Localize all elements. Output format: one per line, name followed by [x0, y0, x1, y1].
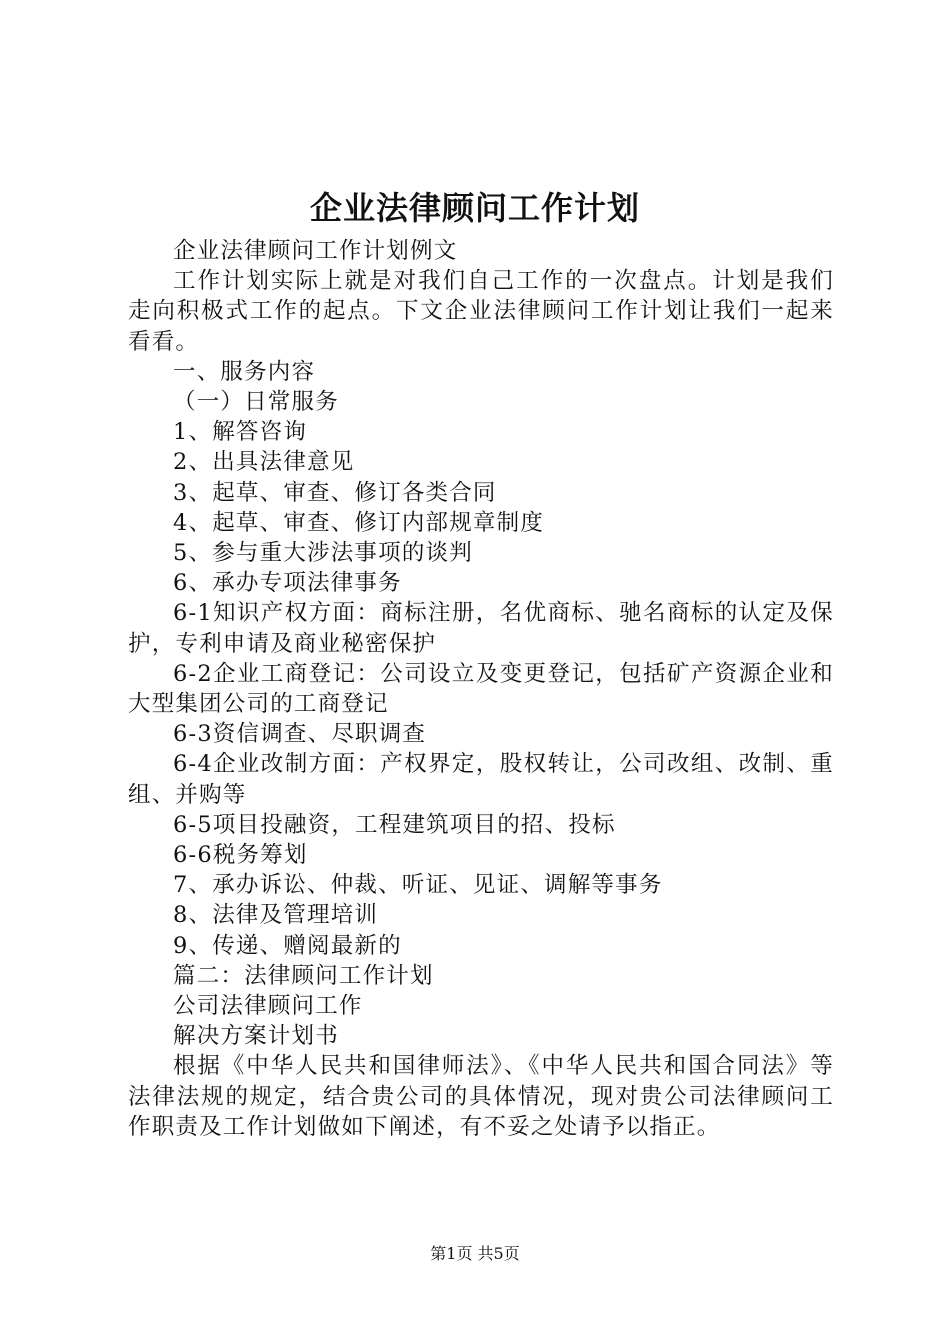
- paragraph-subtitle: 公司法律顾问工作: [173, 993, 363, 1020]
- paragraph-body: 根据《中华人民共和国律师法》、《中华人民共和国合同法》等法律法规的规定，结合贵公司的具体情况，现对贵公司法律顾问工作职责及工作计划做如下阐述，有不妥之处请予以指正。: [128, 1053, 834, 1140]
- list-item: 6-1知识产权方面：商标注册，名优商标、驰名商标的认定及保护，专利申请及商业秘密保护: [128, 600, 834, 657]
- list-item: 6-2企业工商登记：公司设立及变更登记，包括矿产资源企业和大型集团公司的工商登记: [128, 660, 834, 718]
- list-item: 8、法律及管理培训: [173, 902, 379, 929]
- section-heading-service-content: 一、服务内容: [173, 358, 316, 385]
- document-title: 企业法律顾问工作计划: [309, 189, 640, 227]
- list-item: 6-4企业改制方面：产权界定，股权转让，公司改组、改制、重组、并购等: [128, 751, 834, 808]
- list-item: 7、承办诉讼、仲裁、听证、见证、调解等事务: [173, 872, 663, 899]
- section-heading-part-two: 篇二：法律顾问工作计划: [173, 962, 434, 989]
- list-item: 6-5项目投融资，工程建筑项目的招、投标: [173, 811, 616, 838]
- paragraph-intro-text: 工作计划实际上就是对我们自己工作的一次盘点。计划是我们走向积极式工作的起点。下文企业法律顾问工作计划让我们一起来看看。: [128, 268, 834, 355]
- list-item: 6、承办专项法律事务: [173, 570, 402, 597]
- list-item: 5、参与重大涉法事项的谈判: [173, 540, 473, 567]
- paragraph-intro-title: 企业法律顾问工作计划例文: [173, 238, 458, 264]
- list-item: 4、起草、审查、修订内部规章制度: [173, 509, 545, 536]
- subsection-heading-daily-service: （一）日常服务: [173, 389, 339, 416]
- list-item: 1、解答咨询: [173, 419, 308, 446]
- page-footer: 第1页 共5页: [430, 1244, 520, 1263]
- list-item: 3、起草、审查、修订各类合同: [173, 479, 497, 506]
- paragraph-subtitle: 解决方案计划书: [173, 1023, 339, 1050]
- list-item: 9、传递、赠阅最新的: [173, 932, 402, 959]
- list-item: 6-3资信调查、尽职调查: [173, 721, 427, 748]
- document-body: [128, 236, 834, 1142]
- list-item: 6-6税务筹划: [173, 842, 308, 869]
- list-item: 2、出具法律意见: [173, 449, 355, 476]
